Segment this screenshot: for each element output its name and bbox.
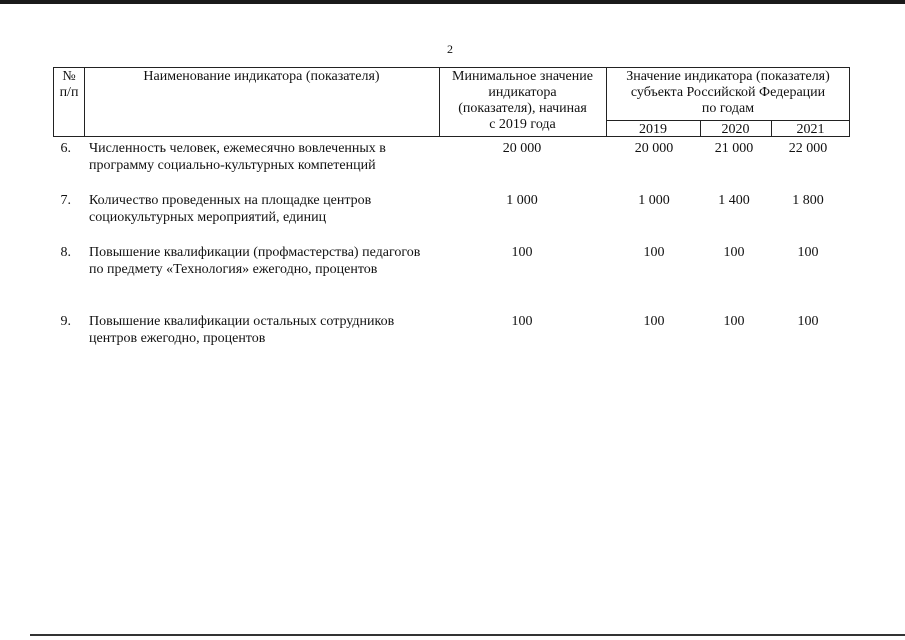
row-number: 9. [60, 314, 71, 329]
row-value-2019: 100 [643, 245, 665, 260]
row-value-2019: 100 [643, 314, 665, 329]
row-value-2020: 1 400 [718, 193, 750, 208]
page-number: 2 [447, 42, 453, 56]
header-indicator-name: Наименование индикатора (показателя) [143, 69, 380, 84]
header-number: № п/п [59, 69, 79, 100]
table-header [53, 67, 850, 137]
row-value-2019: 20 000 [634, 141, 674, 156]
top-border-line [0, 0, 905, 4]
header-region-values: Значение индикатора (показателя) субъекта Российской Федерации по годам [626, 69, 830, 116]
header-year: 2019 [639, 122, 667, 137]
header-year: 2020 [721, 122, 750, 137]
row-indicator-name: Повышение квалификации (профмастерства) педагогов по предмету «Технология» ежегодно, процентов [89, 245, 421, 277]
row-value-2020: 21 000 [714, 141, 754, 156]
header-year: 2021 [796, 122, 825, 137]
row-value-2021: 100 [797, 245, 819, 260]
row-number: 6. [60, 141, 71, 156]
header-min-value: Минимальное значение индикатора (показателя), начиная с 2019 года [452, 69, 593, 132]
row-min-value: 20 000 [502, 141, 542, 156]
row-indicator-name: Численность человек, ежемесячно вовлеченных в программу социально-культурных компетенций [89, 141, 386, 173]
row-min-value: 100 [511, 245, 533, 260]
row-number: 8. [60, 245, 71, 260]
row-value-2020: 100 [723, 314, 745, 329]
row-value-2021: 22 000 [788, 141, 828, 156]
row-min-value: 1 000 [506, 193, 538, 208]
row-value-2019: 1 000 [638, 193, 670, 208]
row-value-2020: 100 [723, 245, 745, 260]
row-value-2021: 100 [797, 314, 819, 329]
row-indicator-name: Количество проведенных на площадке центров социокультурных мероприятий, единиц [89, 193, 372, 225]
row-number: 7. [60, 193, 71, 208]
row-min-value: 100 [511, 314, 533, 329]
bottom-border-line [30, 634, 905, 636]
row-indicator-name: Повышение квалификации остальных сотрудников центров ежегодно, процентов [89, 314, 395, 346]
row-value-2021: 1 800 [792, 193, 824, 208]
